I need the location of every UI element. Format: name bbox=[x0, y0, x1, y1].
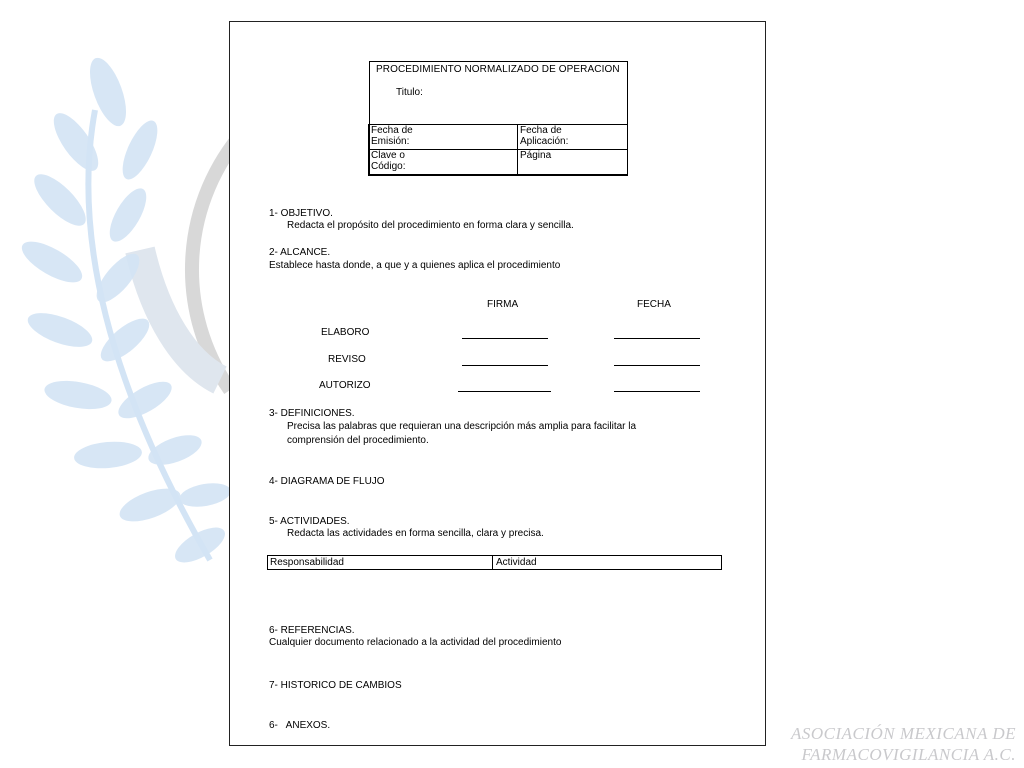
fecha-aplicacion-cell: Fecha de Aplicación: bbox=[517, 124, 628, 150]
section-objetivo-title: 1- OBJETIVO. bbox=[269, 208, 333, 219]
section-anexos-title: 6- ANEXOS. bbox=[269, 720, 331, 731]
sig-row-elaboro: ELABORO bbox=[321, 327, 370, 338]
section-diagrama-title: 4- DIAGRAMA DE FLUJO bbox=[269, 476, 385, 487]
section-actividades-title: 5- ACTIVIDADES. bbox=[269, 516, 350, 527]
pagina-cell: Página bbox=[517, 149, 628, 176]
fecha-header: FECHA bbox=[637, 299, 671, 310]
section-objetivo-text: Redacta el propósito del procedimiento en forma clara y sencilla. bbox=[287, 220, 574, 231]
association-footer bbox=[791, 723, 1016, 765]
section-actividades-text: Redacta las actividades en forma sencilla, clara y precisa. bbox=[287, 528, 544, 539]
activities-table bbox=[267, 555, 722, 570]
footer-line-2: FARMACOVIGILANCIA A.C. bbox=[801, 745, 1016, 764]
section-definiciones-title: 3- DEFINICIONES. bbox=[269, 408, 355, 419]
section-alcance-text: Establece hasta donde, a que y a quienes aplica el procedimiento bbox=[269, 260, 561, 271]
reviso-fecha-line bbox=[614, 365, 700, 366]
sig-row-reviso: REVISO bbox=[328, 354, 366, 365]
autorizo-firma-line bbox=[458, 391, 551, 392]
reviso-firma-line bbox=[462, 365, 548, 366]
fecha-emision-cell: Fecha de Emisión: bbox=[368, 124, 518, 150]
section-definiciones-text-2: comprensión del procedimiento. bbox=[287, 435, 429, 446]
document-page bbox=[229, 21, 766, 746]
procedure-header-box bbox=[369, 61, 628, 175]
section-referencias-text: Cualquier documento relacionado a la actividad del procedimiento bbox=[269, 637, 562, 648]
section-referencias-title: 6- REFERENCIAS. bbox=[269, 625, 355, 636]
elaboro-fecha-line bbox=[614, 338, 700, 339]
header-title: PROCEDIMIENTO NORMALIZADO DE OPERACION bbox=[376, 64, 620, 75]
section-alcance-title: 2- ALCANCE. bbox=[269, 247, 331, 258]
section-definiciones-text-1: Precisa las palabras que requieran una descripción más amplia para facilitar la bbox=[287, 421, 637, 432]
titulo-label: Titulo: bbox=[396, 87, 423, 98]
footer-line-1: ASOCIACIÓN MEXICANA DE bbox=[790, 724, 1016, 743]
autorizo-fecha-line bbox=[614, 391, 700, 392]
clave-codigo-cell: Clave o Código: bbox=[368, 149, 518, 176]
section-historico-title: 7- HISTORICO DE CAMBIOS bbox=[269, 680, 402, 691]
firma-header: FIRMA bbox=[487, 299, 519, 310]
responsabilidad-header: Responsabilidad bbox=[268, 556, 493, 569]
sig-row-autorizo: AUTORIZO bbox=[319, 380, 371, 391]
header-grid bbox=[369, 125, 628, 176]
elaboro-firma-line bbox=[462, 338, 548, 339]
actividad-header: Actividad bbox=[496, 557, 537, 568]
